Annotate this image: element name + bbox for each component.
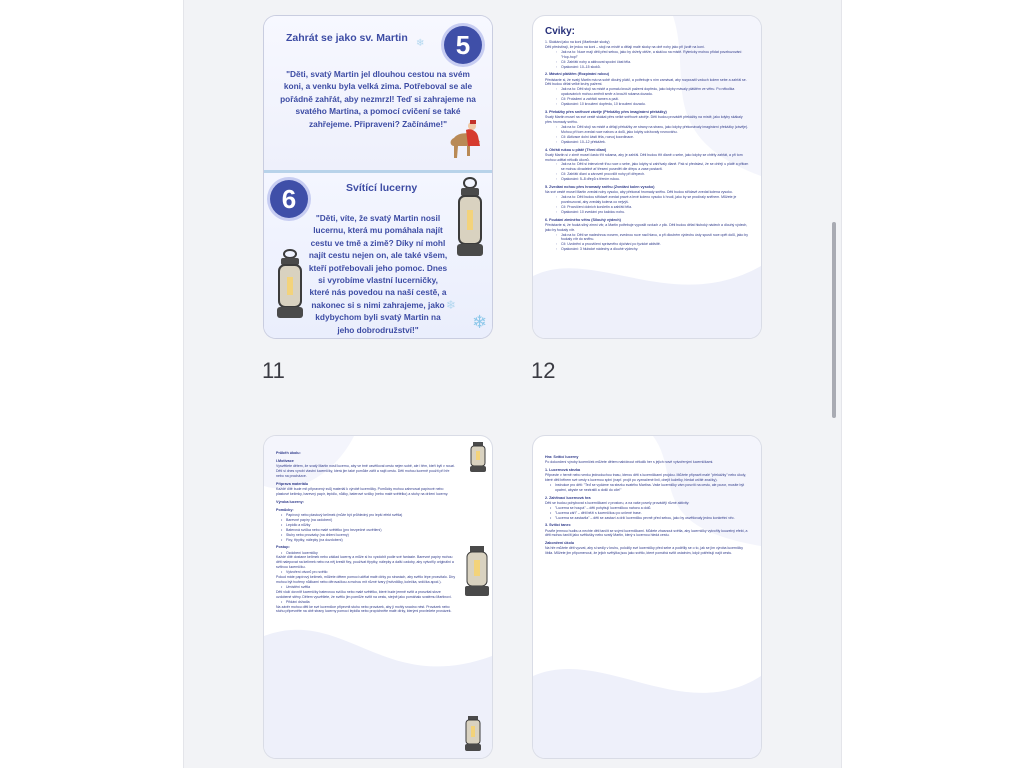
doc-paragraph: Děti se budou pohybovat s lucerničkami v prostoru, a na vaše povely provádějí různé aktivity: bbox=[545, 500, 690, 505]
doc-list-item: • Fixy, třpytky, nálepky (na dozdobení) bbox=[276, 538, 456, 543]
lantern-icon bbox=[468, 438, 488, 476]
lantern-icon bbox=[462, 542, 492, 604]
document-content bbox=[276, 448, 456, 746]
doc-list-item: • "Lucerna se zastavila" – děti se zastaví a drží lucerničku pevně před sebou, jako by osvětlovaly jednu konkrétní věc. bbox=[545, 516, 749, 521]
doc-list-item: • Baterová svíčka nebo malé světélko (pro bezpečné osvětlení) bbox=[276, 528, 456, 533]
snowflake-icon: ❄ bbox=[446, 298, 457, 312]
doc-list-item: ◦ Cíl: Protažení a zahřátí ramen a paží. bbox=[545, 97, 749, 102]
doc-list-item: ◦ Opakování: 10 kroužení dopředu, 10 kroužení dozadu. bbox=[545, 102, 749, 107]
doc-list-item: • Papírový nebo plastový kelímek (může být průhledný pro lepší efekt světla) bbox=[276, 513, 456, 518]
doc-list-item: • Ozdobení lucerničky bbox=[276, 551, 456, 556]
doc-heading: 3. Překážky přes sněhové závěje (Překážky přes imaginární překážky) bbox=[545, 109, 667, 114]
doc-list-item: • Barevné papíry (na ozdobení) bbox=[276, 518, 456, 523]
doc-paragraph: Představte si, že fouká silný zimní vítr, a Martin potřebuje vyposlit vzduch z plic. Děti budou dělat hluboký nádech a dlouhý výdech, jako by foukaly vítr. bbox=[545, 222, 748, 232]
slide-title: Svítící lucerny bbox=[346, 182, 418, 194]
doc-heading: Výroba lucerny: bbox=[276, 499, 304, 504]
doc-paragraph: Vysvětlete dětem, že svatý Martin nosil lucernu, aby ve tmě osvětloval cestu nejen sobě, ale i těm, kteří byli v nouzi. Děti si dnes vyrobí vlastní lucerničky, která jim také pomůže zářit a najít cestu. Děti mohou lucerně použít při hře nebo na procházce. bbox=[276, 464, 456, 478]
lantern-icon bbox=[452, 176, 488, 276]
page-heading: Cvіky: bbox=[545, 26, 576, 37]
doc-list-item: ◦ Cíl: Zahřátí nohy a aktivovat spodní část těla. bbox=[545, 60, 749, 65]
doc-heading: 3. Svítící tanec bbox=[545, 523, 571, 528]
doc-list-item: ◦ Jak na to: Děti stojí na místě a dělají překážky ze strany na stranu, jako kdyby překonávaly imaginární překážky (závěje). Mohou při tom zvedat ruce nahoru a dolů, jako kdyby udržovaly rovnováhu. bbox=[545, 125, 749, 135]
doc-paragraph: 1. Skákání jako na koni (Martinské skoky) bbox=[545, 40, 610, 44]
doc-heading: 4. Ohřátí rukou u plátě (Tření dlaní) bbox=[545, 147, 607, 152]
page-thumbnail-11[interactable] bbox=[264, 16, 492, 338]
doc-paragraph: Na hře můžete děti vyzvat, aby si sedly v kruhu, položily své lucerničky před sebe a podělily se o to, jak se jim výroba lucerničky líbila. Můžete jim připomenout, že jejich světýlka jsou jako světlo, které pomáhá svítit ostatním, když potřebují najít cestu. bbox=[545, 546, 744, 556]
doc-list-item: • "Lucerna se houpá" – děti pohybují lucerničkou nahoru a dolů. bbox=[545, 506, 749, 511]
doc-heading: 5. Zvedání nohou přes hromady sněhu (Zvedání kolen vysoko) bbox=[545, 185, 655, 190]
horse-rider-illustration bbox=[440, 116, 490, 170]
doc-heading: 2. Mávání pláštěm (Rozpínání rukou) bbox=[545, 72, 609, 77]
doc-list-item: ◦ Cíl: Aktivace dolní části těla, rozvoj koordinace. bbox=[545, 135, 749, 140]
doc-paragraph: Pusťte jemnou hudbu a nechte děti tančit se svými lucerničkami. Můžete zhasnout světla, aby lucerničky vytvořily kouzelný efekt, a děti mohou tančit jako světlušky nebo svatý Martin, který s lucernou hledá cestu. bbox=[545, 528, 748, 538]
doc-list-item: ◦ Opakování: 3 hluboké nádechy a dlouhé výdechy. bbox=[545, 247, 749, 252]
doc-paragraph: Každé dítě bude mít připravený svůj materiál k výrobě lucerničky. Pomůcky mohou zahrnovat papírové nebo plastové kelímky, barevný papír, lepidlo, nůžky, baterové svíčky (nebo malé světélko) a stuhy na držení lucerny. bbox=[276, 487, 449, 496]
doc-heading: Zakončení úkolu bbox=[545, 541, 575, 546]
page-number-label: 11 bbox=[262, 358, 285, 383]
slide-title: Zahrát se jako sv. Martin bbox=[286, 32, 408, 44]
page-thumbnail-14[interactable] bbox=[533, 436, 761, 758]
doc-list-item: ◦ Jak na to: Děti se nadechnou nosem, zvednou ruce nad hlavu, a při dlouhém výdechu ústy spustí ruce opět dolů, jako by foukaly vítr do sněhu. bbox=[545, 233, 749, 243]
doc-list-item: ◦ Opakování: 10–12 překážek. bbox=[545, 140, 749, 145]
doc-list-item: ◦ Jak na to: Nuce mají děti před sebou, jako by držely otěže, a skáčou na místě. Rytmicky mohou přidat povzbuzování: "Hop-hop!" bbox=[545, 50, 749, 60]
doc-paragraph: Pokud máte papírový kelímek, můžete dětem pomoci udělat malé dírky po stranách, aby světlo lépe prosvítalo. Díry mohou být tvořeny nůžkami nebo děrovačkou a mohou mít různé tvary (hvězdičky, kolečka, srdíčka apod.). bbox=[276, 575, 456, 584]
doc-heading: Pomůcky: bbox=[276, 507, 294, 512]
doc-heading: I.Motivace bbox=[276, 459, 294, 464]
doc-list-item: ◦ Cíl: Uvolnění a procvičení správného dýchání po fyzické aktivitě. bbox=[545, 242, 749, 247]
doc-list-item: ◦ Opakování: 10–15 skoků. bbox=[545, 65, 749, 70]
document-content bbox=[545, 452, 749, 746]
doc-paragraph: Děti předstírají, že jedou na koni – stojí na místě a dělají malé skoky na obě nohy jako při jízdě na koni. bbox=[545, 44, 705, 49]
page-thumbnail-13[interactable] bbox=[264, 436, 492, 758]
number-badge: 6 bbox=[270, 180, 308, 218]
doc-list-item: ◦ Jak na to: Děti si intenzivně třou ruce o sebe, jako kdyby si zahřívaly dlaně. Pak si představí, že se ohřejí u plátě a přitom se mohou divadelně ať třesení pusedět dle dřepu a zase postavit. bbox=[545, 162, 749, 172]
doc-paragraph: Každé dítě dostane kelímek nebo základ lucerny a může si ho vyzdobit podle své fantazie. Barevné papíry mohou děti nalepovat na kelímek nebo na něj kreslit fixy, používat třpytky, nálepky a další ozdoby, aby vytvořily originální a svítivou lucerničku. bbox=[276, 555, 454, 570]
section-divider bbox=[264, 170, 492, 173]
doc-heading: 2. Zahřívací lucernová hra bbox=[545, 495, 591, 500]
doc-paragraph: Připravte v herně nebo venku jednoduchou trasu, kterou děti s lucerničkami projdou. Můžete připravit malé "překážky" nebo úkoly, které děti během své cesty s lucernou splní (např. projít po vyznačené linii, obejít kuželky, hledat určité značky). bbox=[545, 473, 747, 482]
doc-list-item: ◦ Cíl: Zahřátí dlaní a zároveň procvičit nohy při dřepech. bbox=[545, 172, 749, 177]
slide-body-text: "Děti, svatý Martin jel dlouhou cestou na svém koni, a venku byla velká zima. Potřeboval se ale pořádně zahřát, aby nezmrzl! Teď si zahrajeme na svatého Martina, a pomocí cvičení se také zahřejeme. Připraveni? Začínáme!" bbox=[280, 69, 476, 129]
page-number-label: 12 bbox=[531, 358, 556, 383]
doc-list-item: • "Lucerna září" – děti běží s lucerničkou po určené trase. bbox=[545, 511, 749, 516]
doc-heading: Hra: Svítící lucerny bbox=[545, 455, 579, 459]
doc-paragraph: Na závěr mohou děti ke své lucerničce připevnit stuhu nebo provázek, aby ji mohly snadno nést. Provázek nebo stuhu připevněte na obě strany lucerny pomocí lepidla nebo propíchněte malé dírky, kterými provlečete provázek. bbox=[276, 604, 452, 614]
doc-paragraph: Představte si, že svatý Martin má na sobě dlouhý plášť, a potřebuje s ním zamávat, aby rozpoustil vzduch kolem sebe a zahřál se. Děti budou dělat velké kruhy pažemi. bbox=[545, 77, 747, 87]
doc-list-item: ◦ Jak na to: Děti stojí na místě a pomalu krouží pažemi dopředu, jako kdyby mávaly pláštěm ve větru. Po několika opakováních mohou změnit směr a kroužit rukama dozadu. bbox=[545, 87, 749, 97]
lantern-icon bbox=[272, 248, 308, 334]
doc-paragraph: Svatý Martin musel na své cestě skákat přes velké sněhové závěje. Děti budou provádět překážky na místě, jako kdyby skákaly přes hromady sněhu. bbox=[545, 115, 743, 124]
page-thumbnail-12[interactable] bbox=[533, 16, 761, 338]
document-content bbox=[545, 26, 749, 326]
snowflake-icon: ❄ bbox=[472, 312, 488, 333]
doc-heading: Průběh úkolu: bbox=[276, 451, 301, 455]
doc-list-item: • Vytvoření otvorů pro světlo bbox=[276, 570, 456, 575]
doc-list-item: ◦ Opakování: 5–8 dřepů s třením rukou. bbox=[545, 177, 749, 182]
doc-list-item: • Přidání držadla bbox=[276, 600, 456, 605]
doc-list-item: • Umístění světla bbox=[276, 585, 456, 590]
doc-paragraph: Po dokončení výroby lucerniček můžete dětem nabídnout několik her s jejich nově vytvořenými lucerničkami. bbox=[545, 460, 714, 465]
lantern-icon bbox=[462, 712, 484, 756]
doc-list-item: • Instrukce pro děti: "Teď se vydáme na stezku svatého Martina. Vaše lucerničky vám posvítí na cestu, ale pozor, musíte být opatrní, abyste se neztratili a došli do cíle!" bbox=[545, 483, 749, 493]
doc-heading: 1. Lucernová stezka bbox=[545, 468, 581, 472]
left-gutter bbox=[0, 0, 183, 768]
doc-list-item: ◦ Jak na to: Děti budou střídavě zvedat pravé a levé koleno vysoko k hrudi, jako by se prodíraly sněhem. Můžete je povzbuzovat, aby zvedaly kolena co nejvýš. bbox=[545, 195, 749, 205]
doc-heading: 6. Foukání ziminého větru (Silouhý výdech) bbox=[545, 217, 621, 222]
number-badge: 5 bbox=[444, 26, 482, 64]
doc-paragraph: Děti vloží dovnitř lucerničky baterovou svíčku nebo malé světélko, které bude jemně svítit a prosvítat skrze ozdobené stěny. Dětem vysvětlete, že světlo jim pomůže svítit na cestu, stejně jako pomáhalo svatému Martinovi. bbox=[276, 589, 452, 599]
doc-paragraph: Svatý Martin si v zimě musel často třít rukama, aby je zahřál. Děti budou třít dlaně o sebe, jako kdyby se chtěly zahřát, a při tom mohou udělat několik úkonů. bbox=[545, 152, 743, 162]
doc-list-item: • Stuhy nebo provázky (na držení lucerny) bbox=[276, 533, 456, 538]
snowflake-icon: ❄ bbox=[416, 38, 425, 49]
slide-body-text: "Děti, víte, že svatý Martin nosil lucernu, která mu pomáhala najít cestu ve tmě a zimě? Díky ní mohl najít cestu nejen on, ale také všem, kteří potřebovali jeho pomoc. Dnes si vyrobíme vlastní lucerničky, které nás povedou na naší cestě, a nakonec si s nimi zahrajeme, jako kdybychom byli svatý Martin na jeho dobrodružství!" bbox=[308, 213, 448, 335]
doc-heading: Příprava materiálu bbox=[276, 481, 309, 486]
vertical-scrollbar[interactable] bbox=[832, 222, 836, 418]
doc-list-item: ◦ Cíl: Procvičení dolních končetin a zahřátí těla. bbox=[545, 205, 749, 210]
right-gutter bbox=[842, 0, 1024, 768]
doc-list-item: • Lepidlo a nůžky bbox=[276, 523, 456, 528]
doc-paragraph: Na své cestě musel Martin zvedat nohy vysoko, aby překonal hromady sněhu. Děti budou střídavě zvedat kolena vysoko. bbox=[545, 190, 733, 195]
doc-heading: Postup: bbox=[276, 545, 290, 550]
doc-list-item: ◦ Opakování: 10 zvedání pro každou nohu. bbox=[545, 210, 749, 215]
